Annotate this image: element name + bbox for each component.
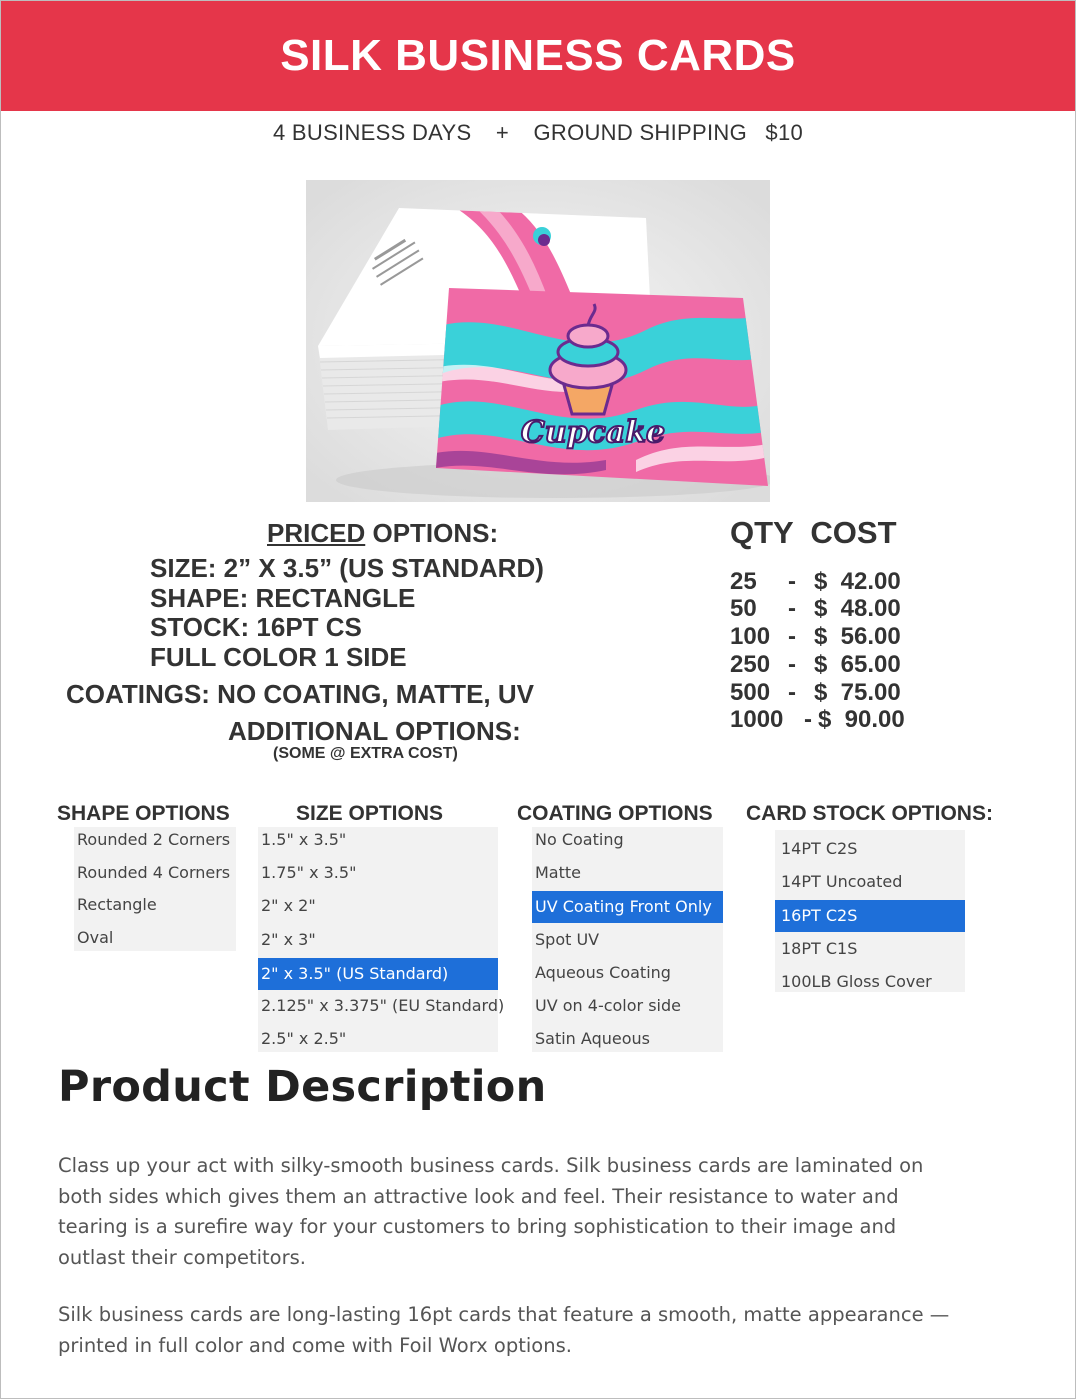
price-qty: 50 [730, 595, 757, 622]
coatings-spec: COATINGS: NO COATING, MATTE, UV [66, 679, 534, 709]
options-label: OPTIONS: [365, 518, 499, 548]
price-row [730, 595, 901, 623]
price-cost: $ 42.00 [814, 568, 901, 595]
price-cost: $ 56.00 [814, 623, 901, 650]
stock-option-item[interactable]: 18PT C1S [781, 938, 858, 958]
turnaround-shipping-line [0, 120, 1076, 146]
plus-sign: + [495, 120, 510, 145]
price-row [730, 623, 901, 651]
color-spec: FULL COLOR 1 SIDE [150, 642, 407, 672]
size-option-item[interactable]: 2" x 2" [261, 896, 316, 916]
price-qty: 100 [730, 623, 771, 650]
additional-options-heading: ADDITIONAL OPTIONS: [228, 716, 521, 746]
description-paragraph-1: Class up your act with silky-smooth business cards. Silk business cards are laminated on both sides which gives them an attractive look and feel. Their resistance to water and tearing is a surefire way for your customers to bring sophistication to their image and outlast their competitors. [58, 1154, 924, 1269]
product-description-title: Product Description [58, 1062, 547, 1112]
size-options-title: SIZE OPTIONS [296, 802, 444, 825]
price-qty: 25 [730, 568, 757, 595]
coating-options-list [532, 827, 723, 1052]
price-row [730, 679, 901, 707]
cupcake-brand-text: Cupcake [520, 415, 666, 450]
coating-option-item[interactable]: UV on 4-color side [535, 996, 681, 1015]
price-dash: - [788, 568, 796, 595]
price-row [730, 651, 901, 679]
coating-option-item[interactable]: UV Coating Front Only [532, 891, 723, 923]
size-option-item[interactable]: 1.5" x 3.5" [261, 830, 347, 849]
price-cost: $ 90.00 [818, 706, 905, 733]
shape-spec: SHAPE: RECTANGLE [150, 583, 416, 613]
qty-cost-header: QTY COST [730, 515, 897, 550]
coating-option-item[interactable]: Aqueous Coating [535, 962, 671, 982]
priced-options-title [267, 518, 498, 549]
size-option-item[interactable]: 2.5" x 2.5" [261, 1029, 347, 1049]
size-option-item[interactable]: 1.75" x 3.5" [261, 863, 357, 883]
price-dash: - [788, 623, 796, 650]
price-dash: - [788, 595, 796, 622]
price-cost: $ 48.00 [814, 595, 901, 622]
stock-option-item[interactable]: 100LB Gloss Cover [781, 971, 932, 991]
price-row [730, 568, 901, 596]
turnaround-text: 4 BUSINESS DAYS [272, 120, 472, 145]
coating-option-item[interactable]: Matte [535, 863, 581, 883]
shape-options-list [74, 827, 236, 951]
stock-options-title: CARD STOCK OPTIONS: [746, 802, 993, 825]
price-qty: 500 [730, 679, 771, 706]
shipping-text: GROUND SHIPPING [533, 120, 747, 145]
additional-options-note: (SOME @ EXTRA COST) [273, 745, 458, 762]
stock-option-item[interactable]: 14PT C2S [781, 839, 858, 858]
description-paragraph-2: Silk business cards are long-lasting 16pt cards that feature a smooth, matte appearance — printed in full color and come with Foil Worx options. [58, 1303, 950, 1357]
price-cost: $ 65.00 [814, 651, 901, 678]
coating-options-title: COATING OPTIONS [517, 802, 713, 825]
coating-option-item[interactable]: Spot UV [535, 929, 600, 949]
product-image [306, 180, 770, 502]
shape-option-item[interactable]: Oval [77, 927, 114, 947]
shape-options-title: SHAPE OPTIONS [57, 802, 230, 825]
size-option-item[interactable]: 2" x 3.5" (US Standard) [258, 958, 498, 990]
shape-option-item[interactable]: Rounded 4 Corners [77, 862, 231, 882]
price-cost: $ 75.00 [814, 679, 901, 706]
size-spec: SIZE: 2” X 3.5” (US STANDARD) [150, 553, 544, 583]
price-row [730, 706, 905, 734]
coating-option-item[interactable]: No Coating [535, 830, 624, 849]
coating-option-item[interactable]: Satin Aqueous [535, 1029, 650, 1049]
shipping-price: $10 [765, 120, 804, 145]
shape-option-item[interactable]: Rectangle [77, 895, 157, 914]
page-title-banner: SILK BUSINESS CARDS [1, 1, 1075, 111]
size-option-item[interactable]: 2.125" x 3.375" (EU Standard) [261, 996, 505, 1015]
price-qty: 250 [730, 651, 771, 678]
stock-option-item[interactable]: 14PT Uncoated [781, 872, 903, 892]
size-option-item[interactable]: 2" x 3" [261, 929, 316, 949]
size-options-list [258, 827, 505, 1052]
stock-option-item[interactable]: 16PT C2S [775, 900, 965, 932]
shape-option-item[interactable]: Rounded 2 Corners [77, 830, 231, 849]
price-dash: - [804, 706, 812, 733]
price-dash: - [788, 651, 796, 678]
stock-spec: STOCK: 16PT CS [150, 612, 362, 642]
priced-label: PRICED [267, 518, 366, 548]
front-card [426, 288, 770, 486]
stock-options-list [775, 830, 965, 992]
price-dash: - [788, 679, 796, 706]
price-qty: 1000 [730, 706, 784, 733]
